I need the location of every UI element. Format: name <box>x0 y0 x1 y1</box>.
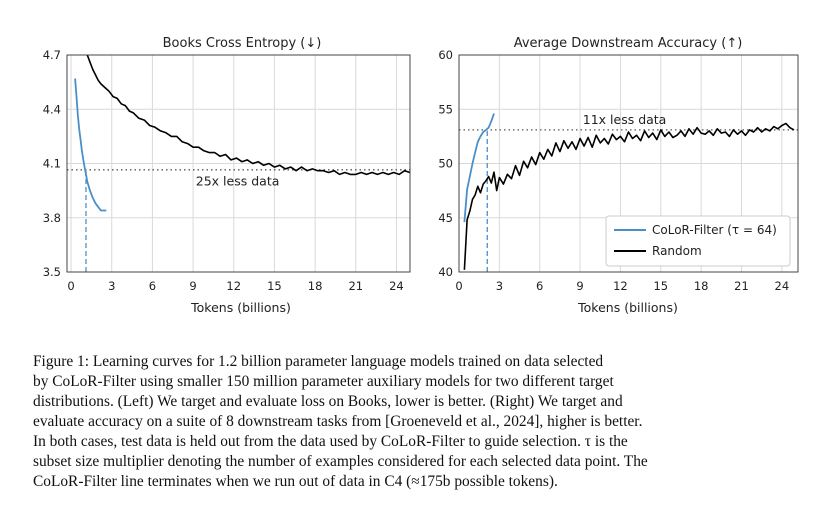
legend <box>606 216 790 266</box>
y-tick-label: 40 <box>438 265 453 279</box>
x-tick-label: 24 <box>389 279 404 293</box>
legend-label-random: Random <box>652 244 702 258</box>
y-tick-label: 50 <box>438 156 453 171</box>
x-tick-label: 3 <box>108 279 116 293</box>
y-tick-label: 3.5 <box>42 265 61 279</box>
books-cross-entropy-panel <box>43 36 410 315</box>
y-tick-label: 4.1 <box>42 156 61 171</box>
caption-line: CoLoR-Filter line terminates when we run out of data in C4 (≈175b possible tokens). <box>33 473 558 490</box>
x-axis-label: Tokens (billions) <box>578 300 678 315</box>
x-tick-label: 6 <box>148 279 157 293</box>
caption-line: by CoLoR-Filter using smaller 150 million parameter auxiliary models for two different target <box>33 373 614 390</box>
x-tick-label: 12 <box>226 279 242 293</box>
x-tick-label: 12 <box>613 279 628 293</box>
series-random-line <box>87 55 410 174</box>
annotation-25x: 25x less data <box>195 173 280 189</box>
chart-title: Books Cross Entropy (↓) <box>162 36 322 51</box>
grid <box>67 55 410 272</box>
downstream-accuracy-panel <box>438 36 798 315</box>
x-tick-label: 0 <box>455 279 463 293</box>
y-tick-label: 45 <box>438 210 453 225</box>
x-tick-label: 15 <box>653 279 669 293</box>
caption-line: evaluate accuracy on a suite of 8 downstream tasks from [Groeneveld et al., 2024], higher is better. <box>33 413 643 430</box>
x-tick-label: 3 <box>495 279 504 293</box>
x-tick-label: 0 <box>67 279 75 293</box>
y-tick-label: 4.7 <box>42 48 61 62</box>
x-tick-labels <box>455 279 789 293</box>
x-axis-label: Tokens (billions) <box>191 300 291 315</box>
chart-title: Average Downstream Accuracy (↑) <box>513 36 743 51</box>
caption-line: subset size multiplier denoting the number of examples considered for each selected data point. The <box>33 453 648 470</box>
y-tick-label: 55 <box>438 102 453 117</box>
x-tick-label: 21 <box>734 279 749 293</box>
caption-line: distributions. (Left) We target and evaluate loss on Books, lower is better. (Right) We target and <box>33 393 623 410</box>
x-tick-labels <box>67 279 403 293</box>
caption-line: In both cases, test data is held out from the data used by CoLoR-Filter to guide selection. τ is the <box>33 433 628 450</box>
y-tick-labels <box>43 48 61 279</box>
x-tick-label: 21 <box>348 279 364 293</box>
x-tick-label: 15 <box>267 279 282 293</box>
series-colorfilter-line <box>75 79 106 211</box>
x-tick-label: 9 <box>189 279 197 293</box>
annotation-11x: 11x less data <box>582 112 667 128</box>
x-tick-label: 24 <box>774 279 790 293</box>
x-tick-label: 9 <box>576 279 584 293</box>
y-tick-labels <box>438 48 453 279</box>
y-tick-label: 60 <box>438 48 453 62</box>
y-tick-label: 4.4 <box>42 102 61 117</box>
legend-label-colorfilter: CoLoR-Filter (τ = 64) <box>652 223 777 237</box>
figure-caption <box>33 352 801 492</box>
x-tick-label: 6 <box>536 279 544 293</box>
x-tick-label: 18 <box>693 279 709 293</box>
caption-line: Figure 1: Learning curves for 1.2 billion parameter language models trained on data selected <box>33 353 604 370</box>
x-tick-label: 18 <box>307 279 323 293</box>
y-tick-label: 3.8 <box>42 210 61 225</box>
